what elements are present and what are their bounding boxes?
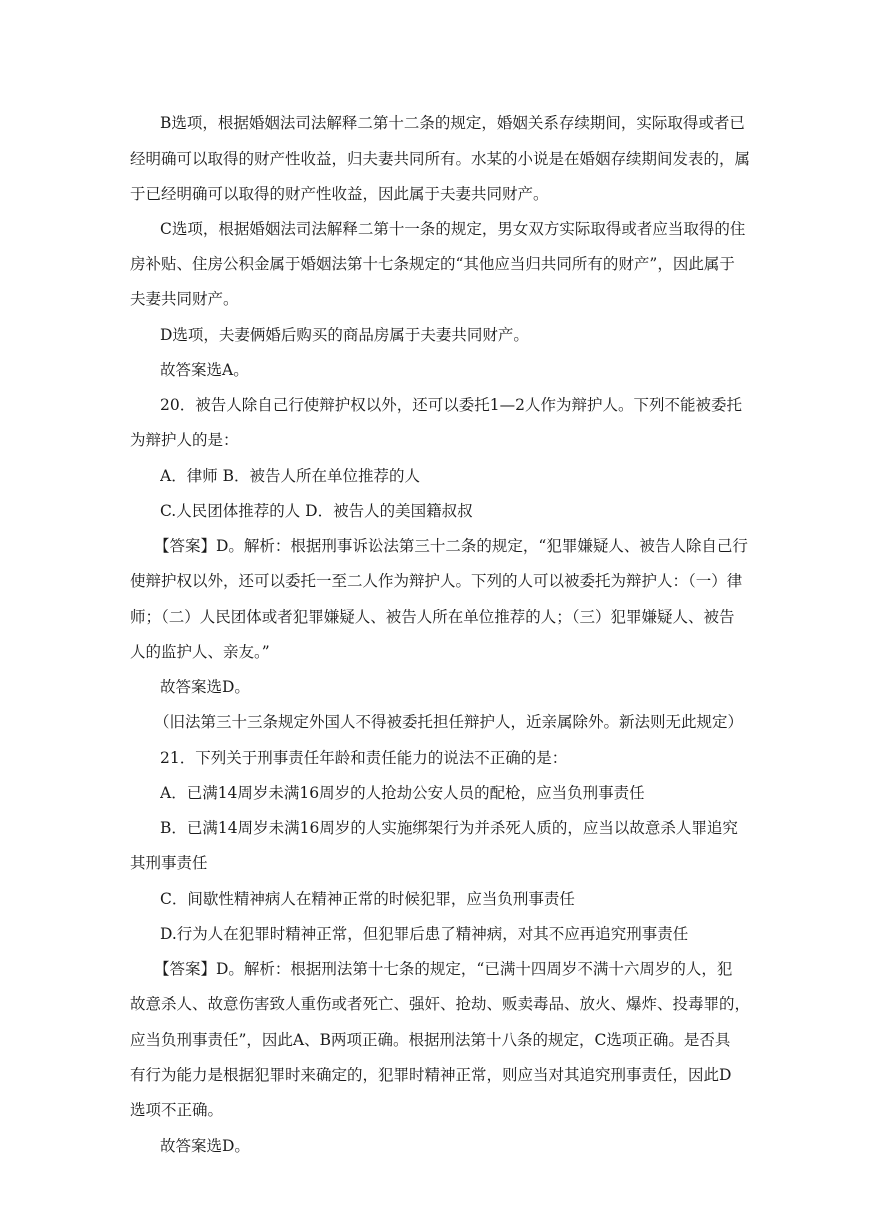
text-line: C.人民团体推荐的人 D．被告人的美国籍叔叔 — [160, 502, 473, 520]
text-line: 应当负刑事责任”，因此A、B两项正确。根据刑法第十八条的规定，C选项正确。是否具 — [130, 1031, 731, 1049]
text-line: 故答案选D。 — [160, 678, 250, 696]
text-line: 故答案选A。 — [160, 361, 249, 379]
text-line: B．已满14周岁未满16周岁的人实施绑架行为并杀死人质的，应当以故意杀人罪追究 — [160, 819, 738, 837]
text-line: 故答案选D。 — [160, 1137, 250, 1155]
text-line: D.行为人在犯罪时精神正常，但犯罪后患了精神病，对其不应再追究刑事责任 — [160, 925, 689, 943]
text-line: 选项不正确。 — [130, 1101, 224, 1119]
text-line: 【答案】D。解析：根据刑事诉讼法第三十二条的规定，“犯罪嫌疑人、被告人除自己行 — [154, 537, 748, 555]
text-line: 使辩护权以外，还可以委托一至二人作为辩护人。下列的人可以被委托为辩护人：（一）律 — [130, 572, 743, 590]
text-line: 人的监护人、亲友。” — [130, 643, 270, 661]
text-line: 【答案】D。解析：根据刑法第十七条的规定，“已满十四周岁不满十六周岁的人，犯 — [154, 960, 733, 978]
text-line: （旧法第三十三条规定外国人不得被委托担任辩护人，近亲属除外。新法则无此规定） — [154, 713, 744, 731]
text-line: 经明确可以取得的财产性收益，归夫妻共同所有。水某的小说是在婚姻存续期间发表的，属 — [130, 150, 751, 168]
text-line: B选项，根据婚姻法司法解释二第十二条的规定，婚姻关系存续期间，实际取得或者已 — [160, 114, 745, 132]
text-line: 房补贴、住房公积金属于婚姻法第十七条规定的“其他应当归共同所有的财产”，因此属于 — [130, 255, 735, 273]
text-line: 为辩护人的是： — [130, 431, 239, 449]
text-line: 有行为能力是根据犯罪时来确定的，犯罪时精神正常，则应当对其追究刑事责任，因此D — [130, 1066, 732, 1084]
text-line: 其刑事责任 — [130, 854, 208, 872]
text-line: 故意杀人、故意伤害致人重伤或者死亡、强奸、抢劫、贩卖毒品、放火、爆炸、投毒罪的， — [130, 995, 751, 1013]
text-line: C选项，根据婚姻法司法解释二第十一条的规定，男女双方实际取得或者应当取得的住 — [160, 220, 746, 238]
text-line: 21．下列关于刑事责任年龄和责任能力的说法不正确的是： — [160, 749, 568, 767]
text-line: 师；（二）人民团体或者犯罪嫌疑人、被告人所在单位推荐的人；（三）犯罪嫌疑人、被告 — [130, 608, 735, 626]
text-line: C．间歇性精神病人在精神正常的时候犯罪，应当负刑事责任 — [160, 890, 575, 908]
text-line: 20．被告人除自己行使辩护权以外，还可以委托1—2人作为辩护人。下列不能被委托 — [160, 396, 742, 414]
text-line: 于已经明确可以取得的财产性收益，因此属于夫妻共同财产。 — [130, 185, 549, 203]
text-line: D选项，夫妻俩婚后购买的商品房属于夫妻共同财产。 — [160, 326, 529, 344]
text-line: A．律师 B．被告人所在单位推荐的人 — [160, 467, 421, 485]
text-line: 夫妻共同财产。 — [130, 290, 239, 308]
text-line: A．已满14周岁未满16周岁的人抢劫公安人员的配枪，应当负刑事责任 — [160, 784, 645, 802]
